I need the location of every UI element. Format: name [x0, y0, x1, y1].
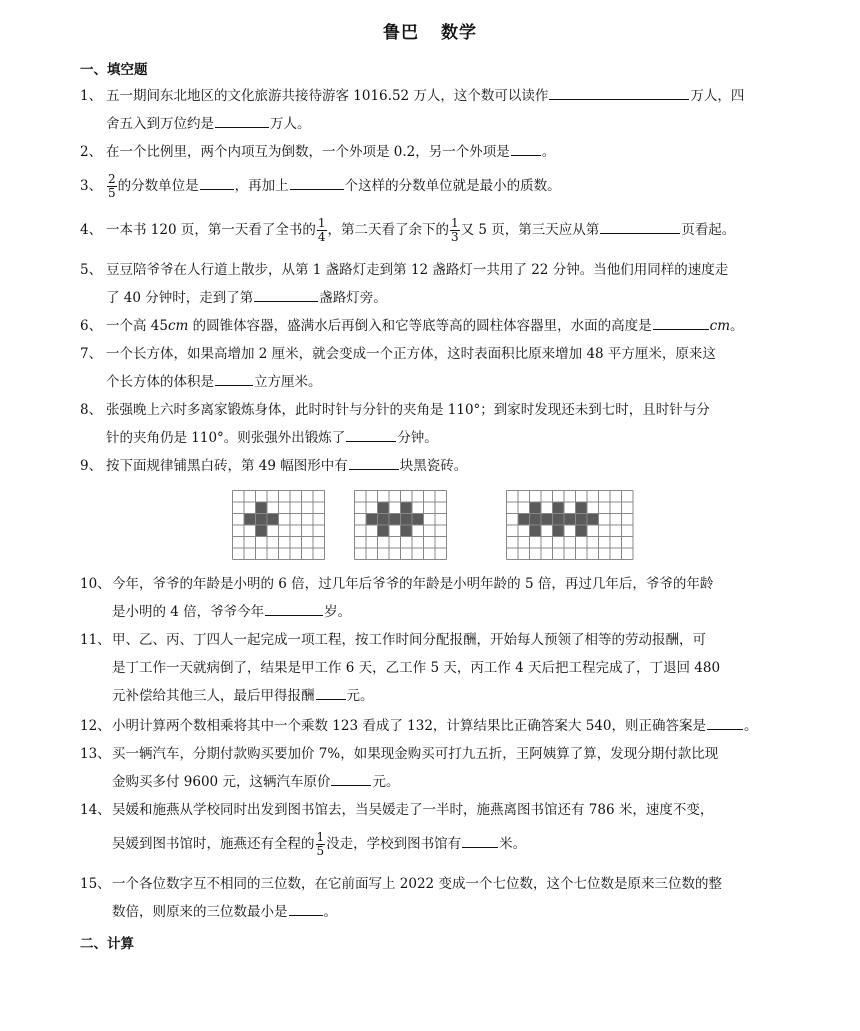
question-12: 12、小明计算两个数相乘将其中一个乘数 123 看成了 132，计算结果比正确答案大 540，则正确答案是 。 [80, 712, 786, 740]
question-9: 9、 按下面规律铺黑白砖，第 49 幅图形中有 块黑瓷砖。 [80, 452, 786, 480]
black-tile [587, 514, 599, 526]
answer-blank[interactable] [316, 683, 346, 700]
black-tile [553, 514, 565, 526]
answer-blank[interactable] [653, 313, 709, 330]
black-tile [576, 525, 588, 537]
fraction: $\frac{2}{5}$ [108, 172, 116, 200]
answer-blank[interactable] [549, 83, 689, 100]
black-tile [267, 514, 279, 526]
fraction: $\frac{1}{4}$ [317, 216, 326, 244]
black-tile [389, 514, 401, 526]
black-tile [541, 514, 553, 526]
question-3: 3、 $\frac{2}{5}$ 的分数单位是 ，再加上 个这样的分数单位就是最小的质数。 [80, 172, 561, 200]
question-15: 15、一个各位数字互不相同的三位数，在它前面写上 2022 变成一个七位数，这个七位数是原来三位数的整 数倍，则原来的三位数最小是 。 [80, 876, 722, 920]
question-5: 5、 豆豆陪爷爷在人行道上散步，从第 1 盏路灯走到第 12 盏路灯一共用了 22 分钟。当他们用同样的速度走 了 40 分钟时，走到了第 盏路灯旁。 [80, 262, 729, 306]
answer-blank[interactable] [462, 831, 498, 848]
black-tile [378, 514, 390, 526]
answer-blank[interactable] [289, 899, 323, 916]
answer-blank[interactable] [215, 111, 269, 128]
question-4: 4、 一本书 120 页，第一天看了全书的 $\frac{1}{4}$ ，第二天看了余下的 $\frac{1}{3}$ 又 5 页，第三天应从第 页看起。 [80, 216, 736, 244]
tile-pattern-figures [0, 490, 860, 560]
question-14: 14、吴媛和施燕从学校同时出发到图书馆去，当吴媛走了一半时，施燕离图书馆还有 786 米，速度不变， 吴媛到图书馆时，施燕还有全程的 $\frac{1}{5}$ 没走，学校到图书馆有 米。 [80, 802, 714, 858]
black-tile [256, 502, 268, 514]
answer-blank[interactable] [200, 173, 234, 190]
black-tile [564, 514, 576, 526]
section-fill-blank: 一、填空题 [80, 62, 148, 78]
black-tile [366, 514, 378, 526]
black-tile [401, 502, 413, 514]
answer-blank[interactable] [265, 599, 323, 616]
answer-blank[interactable] [707, 713, 743, 730]
question-7: 7、 一个长方体，如果高增加 2 厘米，就会变成一个正方体，这时表面积比原来增加 48 平方厘米，原来这 个长方体的体积是 立方厘米。 [80, 346, 716, 390]
black-tile [530, 514, 542, 526]
black-tile [378, 525, 390, 537]
black-tile [401, 525, 413, 537]
black-tile [401, 514, 413, 526]
answer-blank[interactable] [215, 369, 253, 386]
answer-blank[interactable] [600, 217, 680, 234]
black-tile [256, 514, 268, 526]
fraction: $\frac{1}{3}$ [451, 216, 459, 244]
black-tile [244, 514, 256, 526]
answer-blank[interactable] [511, 139, 541, 156]
question-2: 2、 在一个比例里，两个内项互为倒数，一个外项是 0.2，另一个外项是 。 [80, 138, 786, 166]
page-title: 鲁巴 数学 [383, 23, 477, 43]
answer-blank[interactable] [349, 453, 399, 470]
question-6: 6、 一个高 45cm 的圆锥体容器，盛满水后再倒入和它等底等高的圆柱体容器里，水面的高度是 cm。 [80, 312, 786, 340]
black-tile [553, 502, 565, 514]
black-tile [412, 514, 424, 526]
tile-grid-1 [232, 490, 325, 560]
question-13: 13、买一辆汽车，分期付款购买要加价 7%，如果现金购买可打九五折，王阿姨算了算，发现分期付款比现 金购买多付 9600 元，这辆汽车原价 元。 [80, 746, 719, 790]
answer-blank[interactable] [254, 285, 318, 302]
answer-blank[interactable] [331, 769, 371, 786]
question-11: 11、甲、乙、丙、丁四人一起完成一项工程，按工作时间分配报酬，开始每人预领了相等的劳动报酬，可 是丁工作一天就病倒了，结果是甲工作 6 天，乙工作 5 天，丙工作 4 天后把工程完成了，丁退回 480 元补偿给其他三人，最后甲得报酬 元。 [80, 632, 721, 704]
black-tile [256, 525, 268, 537]
section-calculation: 二、计算 [80, 936, 134, 952]
black-tile [378, 502, 390, 514]
black-tile [530, 502, 542, 514]
black-tile [518, 514, 530, 526]
fraction: $\frac{1}{5}$ [316, 830, 325, 858]
tile-grid-2 [354, 490, 447, 560]
black-tile [576, 514, 588, 526]
question-10: 10、今年，爷爷的年龄是小明的 6 倍，过几年后爷爷的年龄是小明年龄的 5 倍，再过几年后，爷爷的年龄 是小明的 4 倍，爷爷今年 岁。 [80, 576, 714, 620]
tile-grid-3 [506, 490, 634, 560]
question-1: 1、 五一期间东北地区的文化旅游共接待游客 1016.52 万人，这个数可以读作 万人，四 舍五入到万位约是 万人。 [80, 82, 786, 138]
black-tile [530, 525, 542, 537]
answer-blank[interactable] [346, 425, 396, 442]
black-tile [553, 525, 565, 537]
black-tile [576, 502, 588, 514]
answer-blank[interactable] [290, 173, 344, 190]
question-8: 8、 张强晚上六时多离家锻炼身体，此时时针与分针的夹角是 110°；到家时发现还未到七时，且时针与分 针的夹角仍是 110°。则张强外出锻炼了 分钟。 [80, 402, 710, 446]
